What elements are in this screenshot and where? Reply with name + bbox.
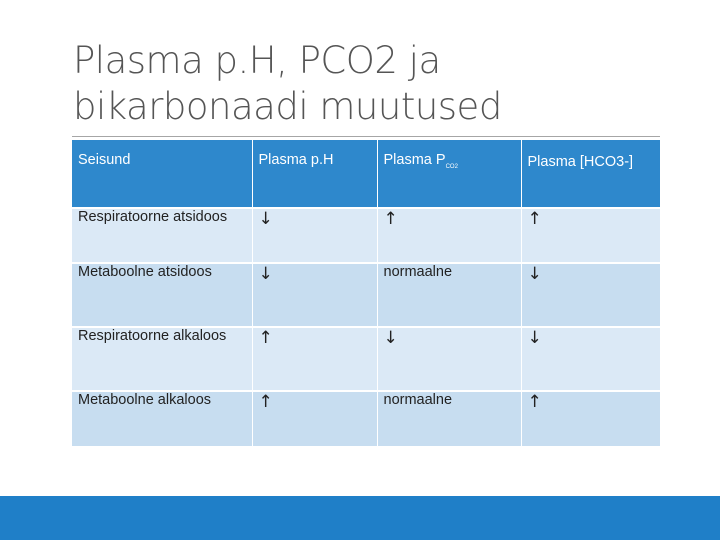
acid-base-table: [72, 140, 661, 448]
cell-pco2: normaalne: [377, 263, 521, 327]
table-row: [72, 263, 660, 327]
cell-ph: ↓: [252, 263, 377, 327]
cell-pco2: ↓: [377, 327, 521, 391]
header-seisund: Seisund: [72, 140, 252, 208]
cell-condition: Respiratoorne atsidoos: [72, 208, 252, 263]
header-pco2-subscript: CO2: [445, 163, 458, 170]
cell-hco3: ↓: [521, 327, 660, 391]
header-plasma-pco2: [377, 140, 521, 208]
header-plasma-hco3: Plasma [HCO3-]: [521, 140, 660, 208]
title-divider: [72, 136, 660, 137]
cell-condition: Respiratoorne alkaloos: [72, 327, 252, 391]
cell-ph: ↑: [252, 391, 377, 447]
table-row: [72, 327, 660, 391]
header-plasma-pco2-label: Plasma P: [383, 152, 446, 168]
cell-ph: ↑: [252, 327, 377, 391]
cell-pco2: ↑: [377, 208, 521, 263]
table-header-row: [72, 140, 660, 208]
cell-hco3: ↑: [521, 208, 660, 263]
cell-ph: ↓: [252, 208, 377, 263]
cell-condition: Metaboolne alkaloos: [72, 391, 252, 447]
footer-accent-bar: [0, 496, 720, 540]
cell-pco2: normaalne: [377, 391, 521, 447]
table-row: [72, 208, 660, 263]
header-plasma-ph: Plasma p.H: [252, 140, 377, 208]
slide-title: Plasma p.H, PCO2 ja bikarbonaadi muutused: [73, 39, 502, 128]
cell-hco3: ↑: [521, 391, 660, 447]
cell-hco3: ↓: [521, 263, 660, 327]
table-row: [72, 391, 660, 447]
cell-condition: Metaboolne atsidoos: [72, 263, 252, 327]
